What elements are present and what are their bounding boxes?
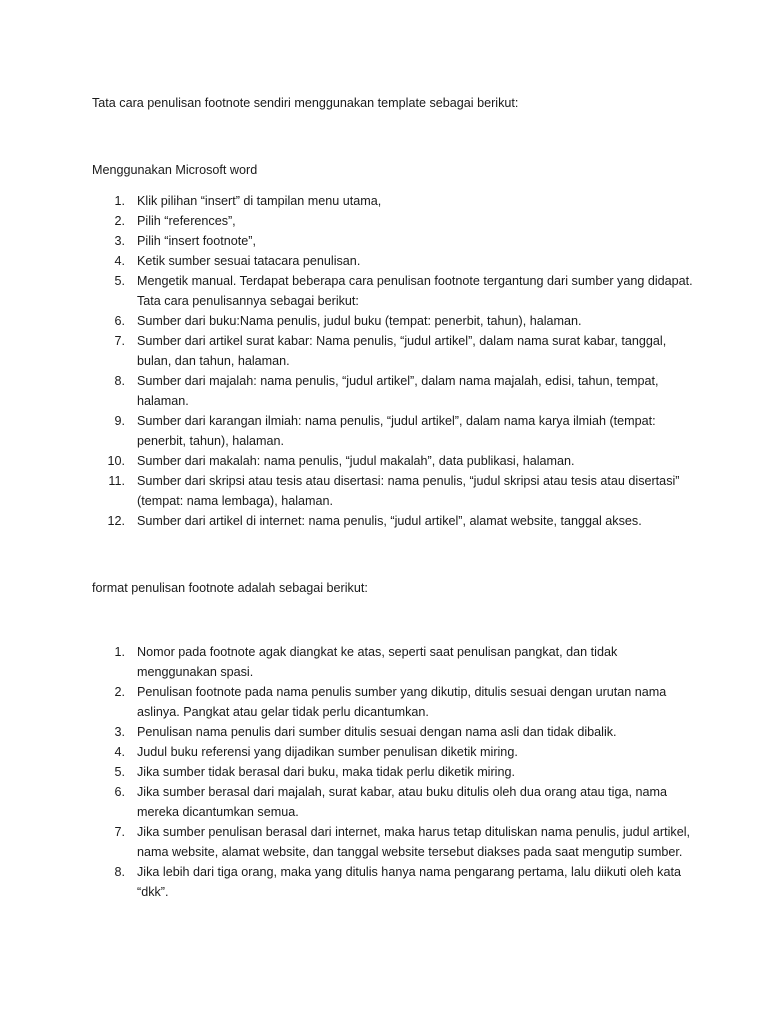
list-text: Jika sumber tidak berasal dari buku, maka tidak perlu diketik miring. xyxy=(137,765,515,779)
list-number: 5. xyxy=(114,274,125,288)
steps-list xyxy=(0,191,720,531)
list-number: 8. xyxy=(114,374,125,388)
list-text: Nomor pada footnote agak diangkat ke atas, seperti saat penulisan pangkat, dan tidak menggunakan spasi. xyxy=(137,645,618,679)
list-item xyxy=(0,782,720,822)
list-number: 5. xyxy=(114,765,125,779)
list-text: Judul buku referensi yang dijadikan sumber penulisan diketik miring. xyxy=(137,745,518,759)
list-number: 7. xyxy=(114,825,125,839)
list-number: 6. xyxy=(114,785,125,799)
list-item xyxy=(0,511,720,531)
format-heading: format penulisan footnote adalah sebagai berikut: xyxy=(92,581,368,595)
list-number: 3. xyxy=(114,234,125,248)
list-number: 8. xyxy=(114,865,125,879)
list-text: Jika sumber penulisan berasal dari internet, maka harus tetap dituliskan nama penulis, judul artikel, nama website, alamat website, dan tanggal website tersebut diakses pada saat mengutip sumber. xyxy=(137,825,691,859)
list-item xyxy=(0,742,720,762)
list-item xyxy=(0,331,720,371)
list-number: 3. xyxy=(114,725,125,739)
list-text: Sumber dari majalah: nama penulis, “judul artikel”, dalam nama majalah, edisi, tahun, tempat, halaman. xyxy=(137,374,659,408)
list-number: 9. xyxy=(114,414,125,428)
list-text: Sumber dari buku:Nama penulis, judul buku (tempat: penerbit, tahun), halaman. xyxy=(137,314,582,328)
section-heading-microsoft-word: Menggunakan Microsoft word xyxy=(92,163,258,177)
list-text: Jika lebih dari tiga orang, maka yang ditulis hanya nama pengarang pertama, lalu diikuti oleh kata “dkk”. xyxy=(137,865,681,899)
list-text: Sumber dari skripsi atau tesis atau disertasi: nama penulis, “judul skripsi atau tesis atau disertasi” (tempat: nama lembaga), halaman. xyxy=(137,474,680,508)
list-number: 4. xyxy=(114,254,125,268)
list-number: 10. xyxy=(107,454,125,468)
list-item xyxy=(0,722,720,742)
list-item xyxy=(0,211,720,231)
list-text: Sumber dari makalah: nama penulis, “judul makalah”, data publikasi, halaman. xyxy=(137,454,575,468)
list-text: Klik pilihan “insert” di tampilan menu utama, xyxy=(137,194,382,208)
list-number: 7. xyxy=(114,334,125,348)
list-text: Penulisan footnote pada nama penulis sumber yang dikutip, ditulis sesuai dengan urutan nama aslinya. Pangkat atau gelar tidak perlu dicantumkan. xyxy=(137,685,667,719)
list-item xyxy=(0,251,720,271)
list-number: 12. xyxy=(107,514,125,528)
list-text: Jika sumber berasal dari majalah, surat kabar, atau buku ditulis oleh dua orang atau tiga, nama mereka dicantumkan semua. xyxy=(137,785,667,819)
format-rules-list xyxy=(0,642,720,902)
intro-paragraph: Tata cara penulisan footnote sendiri menggunakan template sebagai berikut: xyxy=(92,96,519,110)
list-number: 1. xyxy=(114,194,125,208)
list-item xyxy=(0,411,720,451)
list-item xyxy=(0,642,720,682)
list-item xyxy=(0,471,720,511)
list-number: 4. xyxy=(114,745,125,759)
list-text: Pilih “insert footnote”, xyxy=(137,234,256,248)
list-item xyxy=(0,191,720,211)
list-number: 6. xyxy=(114,314,125,328)
list-item xyxy=(0,311,720,331)
list-text: Sumber dari artikel surat kabar: Nama penulis, “judul artikel”, dalam nama surat kabar, tanggal, bulan, dan tahun, halaman. xyxy=(137,334,667,368)
list-item xyxy=(0,451,720,471)
list-number: 1. xyxy=(114,645,125,659)
list-number: 2. xyxy=(114,685,125,699)
list-item xyxy=(0,862,720,902)
list-item xyxy=(0,231,720,251)
list-item xyxy=(0,371,720,411)
list-text: Ketik sumber sesuai tatacara penulisan. xyxy=(137,254,361,268)
list-item xyxy=(0,822,720,862)
list-item xyxy=(0,271,720,311)
list-number: 11. xyxy=(108,474,125,488)
list-item xyxy=(0,682,720,722)
list-text: Penulisan nama penulis dari sumber ditulis sesuai dengan nama asli dan tidak dibalik. xyxy=(137,725,617,739)
list-number: 2. xyxy=(114,214,125,228)
list-text: Mengetik manual. Terdapat beberapa cara penulisan footnote tergantung dari sumber yang didapat. Tata cara penulisannya sebagai berikut: xyxy=(137,274,693,308)
list-text: Sumber dari artikel di internet: nama penulis, “judul artikel”, alamat website, tanggal akses. xyxy=(137,514,642,528)
list-text: Pilih “references”, xyxy=(137,214,236,228)
list-item xyxy=(0,762,720,782)
list-text: Sumber dari karangan ilmiah: nama penulis, “judul artikel”, dalam nama karya ilmiah (tempat: penerbit, tahun), halaman. xyxy=(137,414,656,448)
